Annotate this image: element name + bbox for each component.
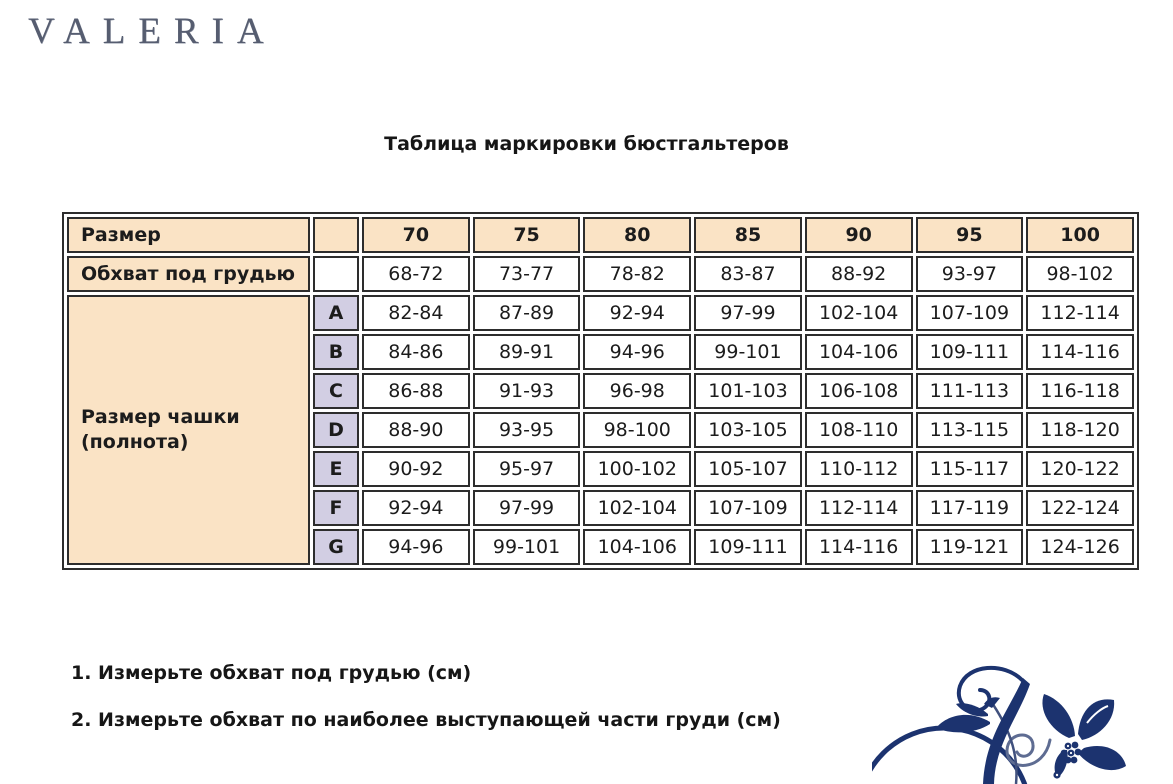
measurement-instructions: [71, 662, 781, 756]
underbust-value-cell: 73-77: [473, 256, 581, 292]
underbust-label-cell: Обхват под грудью: [67, 256, 310, 292]
cup-letter-cell: E: [313, 451, 359, 487]
cup-value-cell: 96-98: [583, 373, 691, 409]
cup-letter-cell: A: [313, 295, 359, 331]
cup-value-cell: 100-102: [583, 451, 691, 487]
size-header-cell: 100: [1026, 217, 1134, 253]
header-spacer-cell: [313, 217, 359, 253]
cup-value-cell: 89-91: [473, 334, 581, 370]
cup-label-line2: (полнота): [81, 431, 189, 453]
cup-value-cell: 101-103: [694, 373, 802, 409]
bra-size-table: [62, 212, 1139, 570]
cup-value-cell: 124-126: [1026, 529, 1134, 565]
cup-value-cell: 107-109: [694, 490, 802, 526]
underbust-value-cell: 98-102: [1026, 256, 1134, 292]
underbust-value-cell: 78-82: [583, 256, 691, 292]
cup-value-cell: 84-86: [362, 334, 470, 370]
cup-value-cell: 113-115: [916, 412, 1024, 448]
cup-value-cell: 104-106: [805, 334, 913, 370]
cup-row: [67, 295, 1134, 331]
underbust-row: [67, 256, 1134, 292]
size-label-cell: Размер: [67, 217, 310, 253]
underbust-value-cell: 88-92: [805, 256, 913, 292]
cup-value-cell: 97-99: [473, 490, 581, 526]
cup-value-cell: 119-121: [916, 529, 1024, 565]
cup-letter-cell: B: [313, 334, 359, 370]
cup-value-cell: 114-116: [805, 529, 913, 565]
cup-value-cell: 104-106: [583, 529, 691, 565]
cup-value-cell: 105-107: [694, 451, 802, 487]
cup-letter-cell: G: [313, 529, 359, 565]
cup-label-line1: Размер чашки: [81, 406, 240, 429]
cup-value-cell: 112-114: [805, 490, 913, 526]
cup-letter-cell: D: [313, 412, 359, 448]
brand-logo: VALERIA: [28, 11, 277, 52]
cup-value-cell: 102-104: [805, 295, 913, 331]
cup-value-cell: 99-101: [473, 529, 581, 565]
cup-value-cell: 86-88: [362, 373, 470, 409]
cup-value-cell: 111-113: [916, 373, 1024, 409]
cup-value-cell: 90-92: [362, 451, 470, 487]
cup-value-cell: 97-99: [694, 295, 802, 331]
size-header-cell: 90: [805, 217, 913, 253]
cup-value-cell: 122-124: [1026, 490, 1134, 526]
size-header-cell: 80: [583, 217, 691, 253]
cup-value-cell: 102-104: [583, 490, 691, 526]
cup-value-cell: 94-96: [583, 334, 691, 370]
cup-value-cell: 88-90: [362, 412, 470, 448]
cup-letter-cell: C: [313, 373, 359, 409]
size-header-cell: 70: [362, 217, 470, 253]
underbust-spacer-cell: [313, 256, 359, 292]
cup-value-cell: 92-94: [583, 295, 691, 331]
cup-value-cell: 116-118: [1026, 373, 1134, 409]
size-header-row: [67, 217, 1134, 253]
cup-value-cell: 109-111: [916, 334, 1024, 370]
cup-value-cell: 108-110: [805, 412, 913, 448]
page-title: Таблица маркировки бюстгальтеров: [384, 133, 789, 155]
cup-value-cell: 106-108: [805, 373, 913, 409]
underbust-value-cell: 83-87: [694, 256, 802, 292]
cup-value-cell: 99-101: [694, 334, 802, 370]
cup-value-cell: 115-117: [916, 451, 1024, 487]
cup-value-cell: 93-95: [473, 412, 581, 448]
underbust-value-cell: 68-72: [362, 256, 470, 292]
cup-value-cell: 103-105: [694, 412, 802, 448]
size-header-cell: 75: [473, 217, 581, 253]
cup-size-label-cell: [67, 295, 310, 565]
cup-value-cell: 117-119: [916, 490, 1024, 526]
size-header-cell: 95: [916, 217, 1024, 253]
cup-value-cell: 94-96: [362, 529, 470, 565]
cup-value-cell: 118-120: [1026, 412, 1134, 448]
cup-value-cell: 112-114: [1026, 295, 1134, 331]
cup-value-cell: 120-122: [1026, 451, 1134, 487]
cup-value-cell: 82-84: [362, 295, 470, 331]
cup-value-cell: 109-111: [694, 529, 802, 565]
cup-value-cell: 98-100: [583, 412, 691, 448]
cup-value-cell: 107-109: [916, 295, 1024, 331]
cup-letter-cell: F: [313, 490, 359, 526]
cup-value-cell: 95-97: [473, 451, 581, 487]
cup-value-cell: 110-112: [805, 451, 913, 487]
cup-value-cell: 92-94: [362, 490, 470, 526]
instruction-step-1: 1. Измерьте обхват под грудью (см): [71, 662, 472, 684]
floral-ornament-icon: [872, 652, 1173, 784]
cup-value-cell: 87-89: [473, 295, 581, 331]
cup-value-cell: 114-116: [1026, 334, 1134, 370]
underbust-value-cell: 93-97: [916, 256, 1024, 292]
instruction-step-2: 2. Измерьте обхват по наиболее выступающей части груди (см): [71, 709, 781, 731]
size-header-cell: 85: [694, 217, 802, 253]
cup-value-cell: 91-93: [473, 373, 581, 409]
